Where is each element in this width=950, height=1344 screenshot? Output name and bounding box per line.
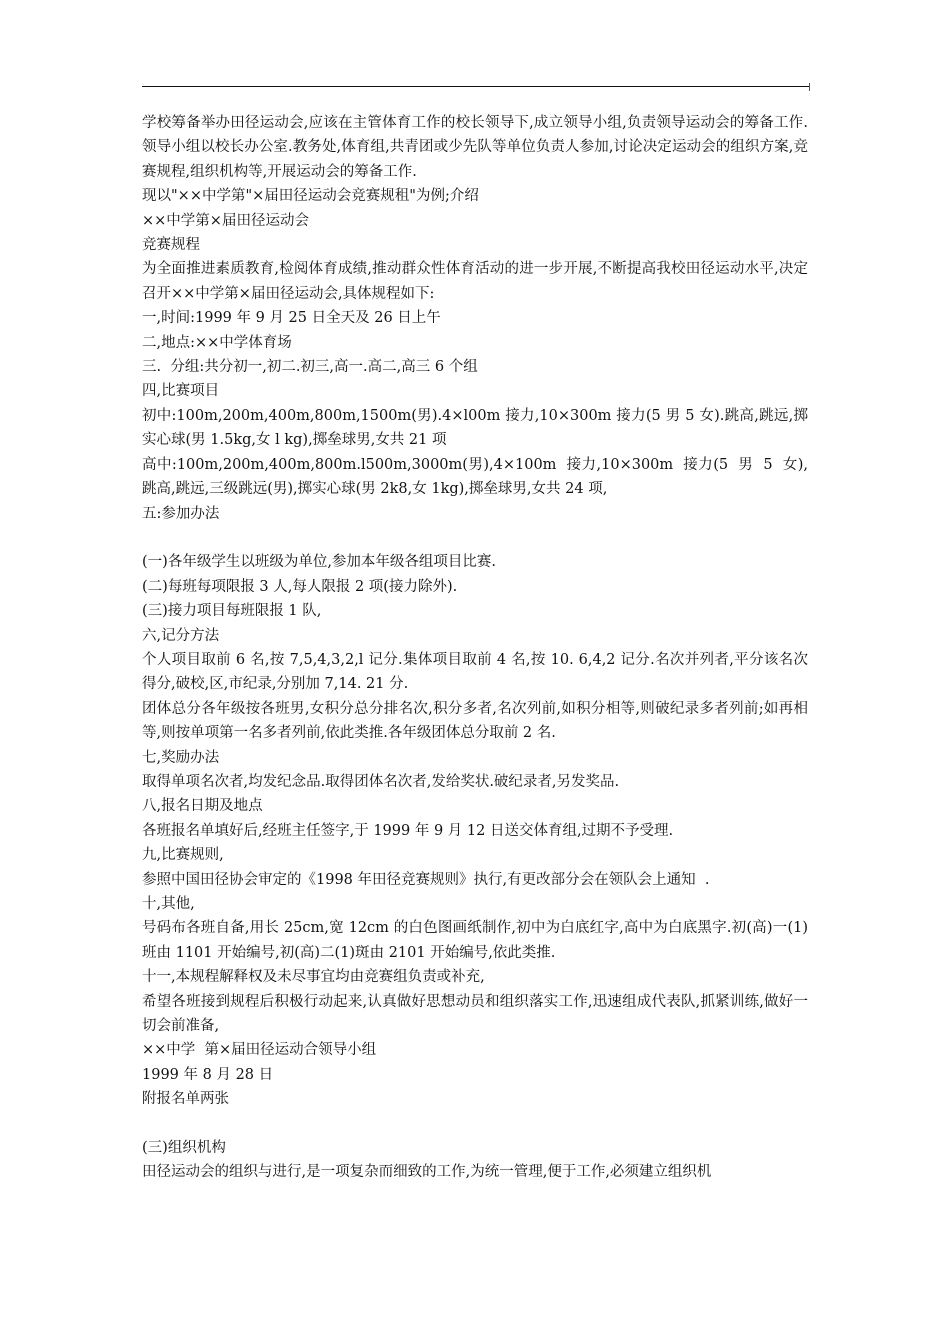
paragraph: 三. 分组:共分初一,初二.初三,高一.高二,高三 6 个组 bbox=[142, 359, 478, 376]
paragraph: 四,比赛项目 bbox=[142, 383, 220, 400]
paragraph: 初中:100m,200m,400m,800m,1500m(男).4×l00m 接力,10×300m 接力(5 男 5 女).跳高,跳远,掷实心球(男 1.5kg,女 l kg),掷垒球男,女共 21 项 bbox=[142, 407, 808, 449]
paragraph: 十一,本规程解释权及未尽事宜均由竞赛组负责或补充, bbox=[142, 969, 485, 986]
paragraph: 附报名单两张 bbox=[142, 1091, 229, 1108]
paragraph: 各班报名单填好后,经班主任签字,于 1999 年 9 月 12 日送交体育组,过期不予受理. bbox=[142, 822, 674, 839]
paragraph: 六,记分方法 bbox=[142, 627, 220, 644]
paragraph: 为全面推进素质教育,检阅体育成绩,推动群众性体育活动的进一步开展,不断提高我校田径运动水平,决定召开××中学第×届田径运动会,具体规程如下: bbox=[142, 261, 808, 302]
paragraph: 个人项目取前 6 名,按 7,5,4,3,2,l 记分.集体项目取前 4 名,按 10. 6,4,2 记分.名次并列者,平分该名次得分,破校,区,市纪录,分别加 7,14. 21 分. bbox=[142, 651, 808, 693]
paragraph: 二,地点:××中学体育场 bbox=[142, 334, 292, 351]
paragraph: 五:参加办法 bbox=[142, 505, 220, 522]
header-rule-tick bbox=[809, 83, 810, 91]
header-rule bbox=[142, 86, 809, 87]
paragraph: 参照中国田径协会审定的《1998 年田径竞赛规则》执行,有更改部分会在领队会上通知 . bbox=[142, 871, 710, 888]
paragraph: 九,比赛规则, bbox=[142, 847, 224, 864]
blank-line bbox=[142, 526, 808, 550]
paragraph: 现以"××中学第"×届田径运动会竞赛规租"为例;介绍 bbox=[142, 188, 479, 205]
paragraph: ××中学第×届田径运动会 bbox=[142, 212, 309, 229]
paragraph: 希望各班接到规程后积极行动起来,认真做好思想动员和组织落实工作,迅速组成代表队,抓紧训练,做好一切会前准备, bbox=[142, 993, 808, 1035]
paragraph: 1999 年 8 月 28 日 bbox=[142, 1066, 274, 1083]
paragraph: 十,其他, bbox=[142, 895, 195, 912]
blank-line bbox=[142, 1112, 808, 1136]
paragraph: ××中学 第×届田径运动合领导小组 bbox=[142, 1042, 377, 1059]
paragraph: 七,奖励办法 bbox=[142, 749, 220, 766]
paragraph: 高中:100m,200m,400m,800m.l500m,3000m(男),4×100m 接力,10×300m 接力(5 男 5 女),跳高,跳远,三级跳远(男),掷实心球(男 2k8,女 1kg),掷垒球男,女共 24 项, bbox=[142, 456, 808, 498]
paragraph: 团体总分各年级按各班男,女积分总分排名次,积分多者,名次列前,如积分相等,则破纪录多者列前;如再相等,则按单项第一名多者列前,依此类推.各年级团体总分取前 2 名. bbox=[142, 700, 808, 742]
paragraph: (二)每班每项限报 3 人,每人限报 2 项(接力除外). bbox=[142, 578, 458, 595]
paragraph: 号码布各班自备,用长 25cm,宽 12cm 的白色图画纸制作,初中为白底红字,高中为白底黑字.初(高)一(1)班由 1101 开始编号,初(高)二(1)斑由 2101 开始编号,依此类推. bbox=[142, 920, 808, 961]
paragraph: (三)组织机构 bbox=[142, 1140, 226, 1157]
paragraph: 田径运动会的组织与进行,是一项复杂而细致的工作,为统一管理,便于工作,必须建立组织机 bbox=[142, 1164, 712, 1181]
paragraph: 取得单项名次者,均发纪念品.取得团体名次者,发给奖状.破纪录者,另发奖品. bbox=[142, 773, 620, 790]
paragraph: 学校筹备举办田径运动会,应该在主管体育工作的校长领导下,成立领导小组,负责领导运动会的筹备工作.领导小组以校长办公室.教务处,体育组,共青团或少先队等单位负责人参加,讨论决定运动会的组织方案,竞赛规程,组织机构等,开展运动会的筹备工作. bbox=[142, 115, 808, 180]
document-body bbox=[142, 111, 808, 1185]
paragraph: 竞赛规程 bbox=[142, 237, 200, 254]
paragraph: (三)接力项目每班限报 1 队, bbox=[142, 603, 322, 620]
paragraph: 一,时间:1999 年 9 月 25 日全天及 26 日上午 bbox=[142, 310, 441, 327]
paragraph: (一)各年级学生以班级为单位,参加本年级各组项目比赛. bbox=[142, 554, 497, 571]
paragraph: 八,报名日期及地点 bbox=[142, 798, 263, 815]
